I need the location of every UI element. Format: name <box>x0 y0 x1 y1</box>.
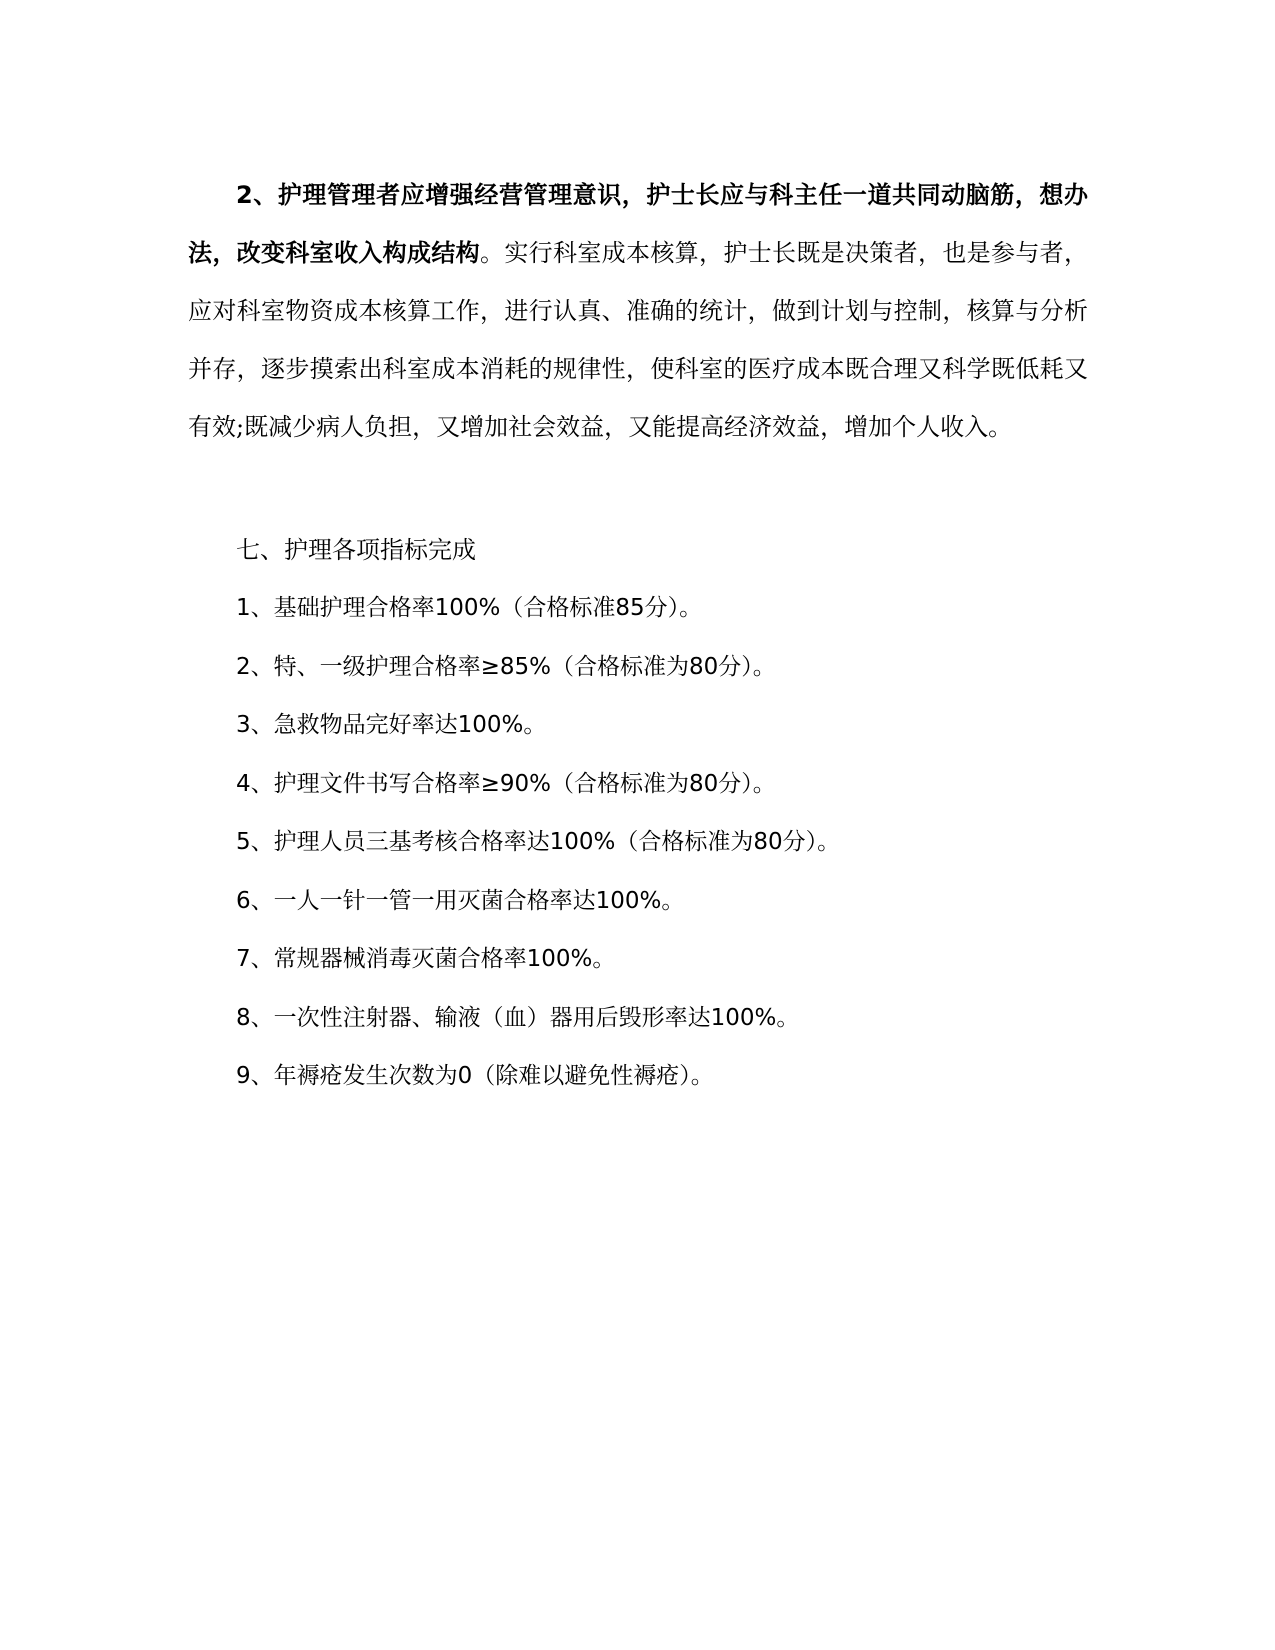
paragraph-management <box>188 166 1088 456</box>
section-heading: 七、护理各项指标完成 <box>236 536 476 564</box>
paragraph-bold-lead: 2、护理管理者应增强经营管理意识，护士长应与科主任一道共同动脑筋，想办法，改变科室收入构成结构 <box>188 181 1088 267</box>
document-page <box>188 0 1088 1650</box>
list-item: 9、年褥疮发生次数为0（除难以避免性褥疮）。 <box>236 1063 714 1089</box>
list-item: 1、基础护理合格率100%（合格标准85分）。 <box>236 595 703 621</box>
list-item: 8、一次性注射器、输液（血）器用后毁形率达100%。 <box>236 1004 800 1031</box>
indicator-list <box>236 579 840 1106</box>
list-item: 2、特、一级护理合格率≥85%（合格标准为80分）。 <box>236 653 776 680</box>
list-item: 5、护理人员三基考核合格率达100%（合格标准为80分）。 <box>236 829 841 855</box>
list-item: 6、一人一针一管一用灭菌合格率达100%。 <box>236 887 685 914</box>
paragraph-body: 。实行科室成本核算，护士长既是决策者，也是参与者，应对科室物资成本核算工作，进行认真、准确的统计，做到计划与控制，核算与分析并存，逐步摸索出科室成本消耗的规律性，使科室的医疗成本既合理又科学既低耗又有效;既减少病人负担，又增加社会效益，又能提高经济效益，增加个人收入。 <box>188 239 1088 441</box>
list-item: 3、急救物品完好率达100%。 <box>236 712 547 738</box>
list-item: 4、护理文件书写合格率≥90%（合格标准为80分）。 <box>236 770 776 797</box>
list-item: 7、常规器械消毒灭菌合格率100%。 <box>236 946 616 972</box>
